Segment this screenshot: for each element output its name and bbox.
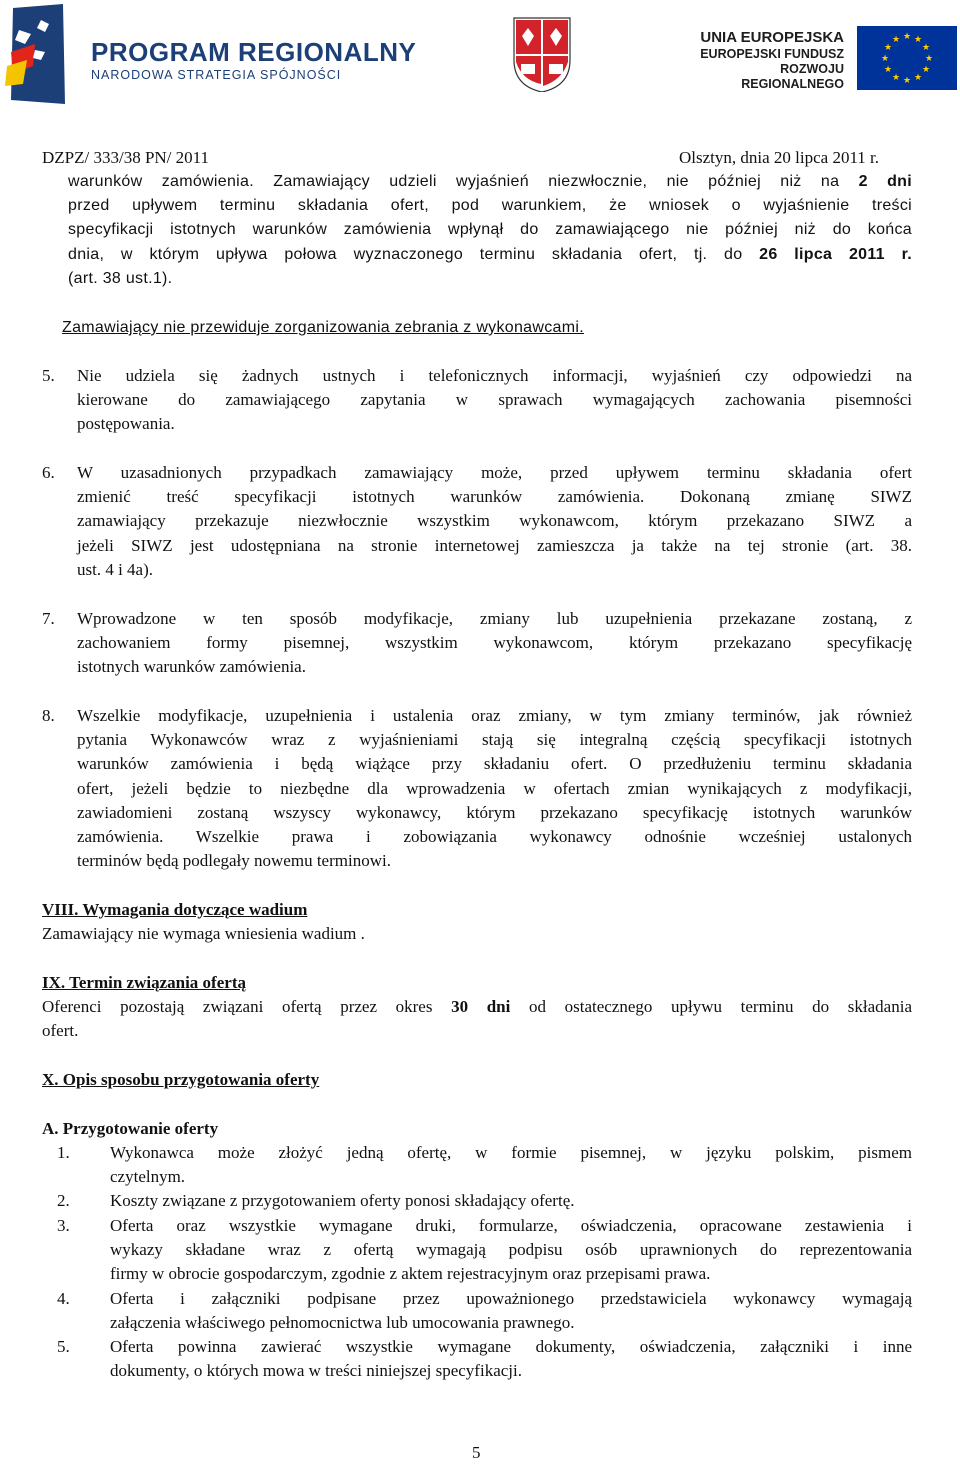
svg-text:★: ★ — [902, 76, 912, 86]
eu-union-label: UNIA EUROPEJSKA — [700, 29, 844, 46]
svg-text:★: ★ — [891, 35, 901, 45]
point-8-line-2: pytania Wykonawców wraz z wyjaśnieniami stają się integralną częścią specyfikacji istotnych — [77, 730, 912, 749]
point-6-line-3: zamawiający przekazuje niezwłocznie wszystkim wykonawcom, którym przekazano SIWZ a — [77, 511, 912, 530]
item-4-line-1: Oferta i załączniki podpisane przez upoważnionego przedstawiciela wykonawcy wymagają — [110, 1289, 912, 1308]
section-ix-heading: IX. Termin związania ofertą — [42, 973, 246, 992]
item-3-line-1: Oferta oraz wszystkie wymagane druki, formularze, oświadczenia, opracowane zestawienia i — [110, 1216, 912, 1235]
document-reference: DZPZ/ 333/38 PN/ 2011 — [42, 148, 210, 167]
point-8-line-7: terminów będą podlegały nowemu terminowi. — [77, 851, 391, 870]
program-regionalny-logo-icon — [5, 4, 67, 104]
warmia-mazury-crest-icon — [512, 16, 572, 92]
eu-regional-label: ROZWOJU REGIONALNEGO — [741, 62, 844, 91]
section-ix-line-1: Oferenci pozostają związani ofertą przez okres 30 dni od ostatecznego upływu terminu do składania — [42, 997, 912, 1016]
item-3-line-3: firmy w obrocie gospodarczym, zgodnie z aktem rejestracyjnym oraz przepisami prawa. — [110, 1264, 711, 1283]
point-6-line-1: W uzasadnionych przypadkach zamawiający może, przed upływem terminu składania ofert — [77, 463, 912, 482]
svg-text:★: ★ — [891, 73, 901, 83]
point-5-line-1: Nie udziela się żadnych ustnych i telefonicznych informacji, wyjaśnień czy odpowiedzi na — [77, 366, 912, 385]
item-1-line-1: Wykonawca może złożyć jedną ofertę, w formie pisemnej, w języku polskim, pismem — [110, 1143, 912, 1162]
svg-text:★: ★ — [883, 43, 893, 53]
intro-line-5: (art. 38 ust.1). — [68, 270, 173, 287]
point-5-line-3: postępowania. — [77, 414, 175, 433]
point-8-line-1: Wszelkie modyfikacje, uzupełnienia i ustalenia oraz zmiany, w tym zmiany terminów, jak również — [77, 706, 912, 725]
intro-line-3: specyfikacji istotnych warunków zamówienia wpłynął do zamawiającego nie później niż do końca — [68, 221, 912, 238]
point-7-line-1: Wprowadzone w ten sposób modyfikacje, zmiany lub uzupełnienia przekazane zostaną, z — [77, 609, 912, 628]
item-5-line-2: dokumenty, o których mowa w treści niniejszej specyfikacji. — [110, 1361, 522, 1380]
section-viii-heading: VIII. Wymagania dotyczące wadium — [42, 900, 308, 919]
no-meeting-note: Zamawiający nie przewiduje zorganizowania zebrania z wykonawcami. — [62, 319, 584, 336]
intro-line-2: przed upływem terminu składania ofert, pod warunkiem, że wniosek o wyjaśnienie treści — [68, 197, 912, 214]
eu-flag-icon — [857, 26, 957, 90]
program-subtitle: NARODOWA STRATEGIA SPÓJNOŚCI — [91, 68, 342, 82]
section-ix-line-2: ofert. — [42, 1021, 79, 1040]
point-5-line-2: kierowane do zamawiającego zapytania w sprawach wymagających zachowania pisemności — [77, 390, 912, 409]
point-7-line-2: zachowaniem formy pisemnej, wszystkim wykonawcom, którym przekazano specyfikację — [77, 633, 912, 652]
item-3-line-2: wykazy składane wraz z ofertą wymagają podpisu osób uprawnionych do reprezentowania — [110, 1240, 912, 1259]
page-number: 5 — [472, 1443, 481, 1462]
intro-line-1: warunków zamówienia. Zamawiający udzieli wyjaśnień niezwłocznie, nie później niż na 2 dni — [68, 173, 912, 190]
section-x-subheading: A. Przygotowanie oferty — [42, 1119, 219, 1138]
svg-text:★: ★ — [880, 54, 890, 64]
place-date: Olsztyn, dnia 20 lipca 2011 r. — [679, 148, 880, 167]
point-7-line-3: istotnych warunków zamówienia. — [77, 657, 306, 676]
item-2-line-1: Koszty związane z przygotowaniem oferty ponosi składający ofertę. — [110, 1191, 575, 1210]
svg-text:★: ★ — [924, 54, 934, 64]
section-x-heading: X. Opis sposobu przygotowania oferty — [42, 1070, 320, 1089]
point-5-number: 5. — [42, 366, 55, 385]
point-6-number: 6. — [42, 463, 55, 482]
eu-fund-label: EUROPEJSKI FUNDUSZ — [700, 47, 844, 61]
intro-line-4: dnia, w którym upływa połowa wyznaczonego terminu składania ofert, tj. do 26 lipca 2011 r. — [68, 246, 912, 263]
program-regionalny-text — [91, 38, 416, 82]
svg-text:★: ★ — [902, 32, 912, 42]
point-8-line-6: zamówienia. Wszelkie prawa i zobowiązania wykonawcy odnośnie wcześniej ustalonych — [77, 827, 912, 846]
item-5-line-1: Oferta powinna zawierać wszystkie wymagane dokumenty, oświadczenia, załączniki i inne — [110, 1337, 912, 1356]
point-8-number: 8. — [42, 706, 55, 725]
item-2-number: 2. — [57, 1191, 70, 1210]
svg-text:★: ★ — [921, 43, 931, 53]
item-1-number: 1. — [57, 1143, 70, 1162]
point-8-line-5: zawiadomieni zostaną wszyscy wykonawcy, którym przekazano specyfikację istotnych warunków — [77, 803, 912, 822]
point-6-line-2: zmienić treść specyfikacji istotnych warunków zamówienia. Dokonaną zmianę SIWZ — [77, 487, 912, 506]
svg-text:★: ★ — [921, 65, 931, 75]
item-4-line-2: załączenia właściwego pełnomocnictwa lub umocowania prawnego. — [110, 1313, 575, 1332]
program-title: PROGRAM REGIONALNY — [91, 37, 417, 67]
page-header — [0, 0, 960, 115]
item-5-number: 5. — [57, 1337, 70, 1356]
point-6-line-4: jeżeli SIWZ jest udostępniana na stronie internetowej zamieszcza ja także na tej stronie (art. 38. — [77, 536, 912, 555]
svg-text:★: ★ — [913, 35, 923, 45]
svg-text:★: ★ — [913, 73, 923, 83]
point-7-number: 7. — [42, 609, 55, 628]
point-8-line-3: warunków zamówienia i będą wiążące przy składaniu ofert. O przedłużeniu terminu składania — [77, 754, 912, 773]
section-viii-text: Zamawiający nie wymaga wniesienia wadium . — [42, 924, 365, 943]
item-3-number: 3. — [57, 1216, 70, 1235]
point-6-line-5: ust. 4 i 4a). — [77, 560, 154, 579]
svg-text:★: ★ — [883, 65, 893, 75]
item-4-number: 4. — [57, 1289, 70, 1308]
point-8-line-4: ofert, jeżeli będzie to niezbędne dla wprowadzenia w ofertach zmian wynikających z modyfikacji, — [77, 779, 912, 798]
item-1-line-2: czytelnym. — [110, 1167, 186, 1186]
eu-text-block — [676, 29, 844, 92]
